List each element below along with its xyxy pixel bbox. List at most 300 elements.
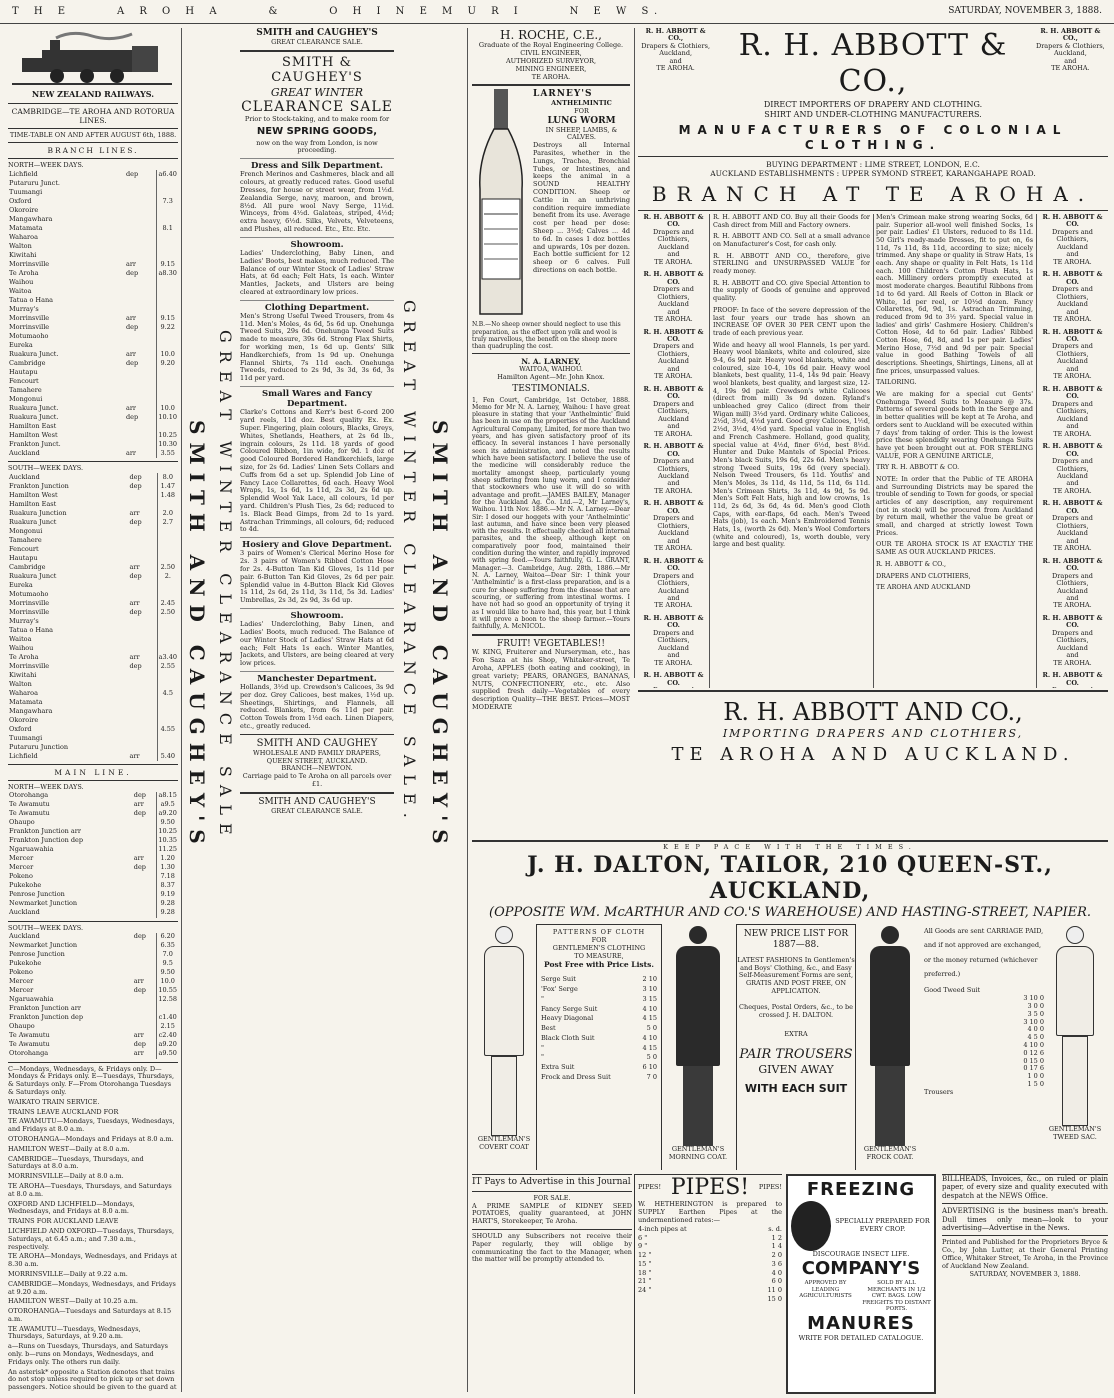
pipe-price: 3 6 [771,1259,782,1268]
arr-dep [129,743,158,752]
smith-column [240,28,394,1392]
arr-dep [133,837,157,846]
abbott-side-line: Drapers and Clothiers, [1052,457,1093,473]
pipe-price: 4 0 [771,1268,782,1277]
arr-dep [133,873,157,882]
price-row [541,1014,657,1024]
station-name: Tuumangi [9,188,43,196]
time-value: 7.18 [157,873,178,882]
arr-dep [129,707,158,716]
company: COMPANY'S [801,1258,921,1280]
arr-dep [125,224,157,233]
timetable-row [8,395,178,404]
frock-coat-caption: GENTLEMAN'S FROCK COAT. [863,1145,917,1161]
abbott-side-line: Drapers and Clothiers, [1052,571,1093,588]
railway-notice: TIME-TABLE ON AND AFTER AUGUST 6th, 1888. [9,130,177,139]
time-value: 7.3 [157,197,178,206]
dalton-cheques: Cheques, Postal Orders, &c., to be crossed J. H. DALTON. [739,1002,853,1019]
abbott-side-line: TE AROHA. [1053,658,1092,667]
smith-section-text: Ladies' Underclothing, Baby Linen, and Ladies' Boots, much reduced. The Balance of our Winter Stock of Ladies' Straw Hats at 6d each; Felt Hats 1s each. Winter Mantles, Jackets, and Ulsters, are being cleared at very low prices. [240,620,394,668]
time-value: 8.37 [157,882,178,891]
abbott-side-line: and [1066,250,1079,259]
price-item: Best [541,1024,556,1033]
abbott-side-line: R. H. ABBOTT & CO. [1042,442,1103,458]
timetable-row [8,509,178,518]
station-name: Otorohanga [9,1049,49,1058]
station-name: Te Awamutu [9,1040,50,1049]
time-value: a8.30 [158,269,177,277]
printed: Printed and Published for the Proprietors Bryce & Co., by John Lutter, at their General Printing Office, Whitaker Street, Te Aroha, in the Province of Auckland New Zealand. [942,1238,1108,1270]
timetable-row [8,1023,178,1032]
station-name: Frankton Junction [9,481,69,490]
abbott-side-line: Drapers and Clothiers, [1052,514,1093,530]
arr-dep: arr [129,508,140,517]
timetable-row [8,590,178,599]
time-value [157,617,178,626]
arr-dep: arr [125,260,137,268]
station-name: Ruakura Junct [9,517,57,526]
time-value: 5.40 [157,752,178,761]
sold: SOLD BY ALL MERCHANTS IN 1/2 CWT. BAGS. LOW FREIGHTS TO DISTANT PORTS. [862,1279,931,1313]
abbott-side-line: Drapers and Clothiers, [653,457,694,473]
timetable-row [8,969,178,978]
timetable-row [8,179,178,188]
abbott-side-line: Drapers and Clothiers, [653,399,694,416]
roche-line2: CIVIL ENGINEER, [520,49,582,58]
station-name: Morrinsville [9,260,50,268]
arr-dep [125,431,157,440]
tweed-price: 1 5 0 [1027,1079,1044,1088]
smith-great: GREAT WINTER [270,85,364,99]
arr-dep [125,206,157,215]
pipes-text: W. HETHERINGTON is prepared to SUPPLY Earthen Pipes at the undermentioned rates:— [638,1200,782,1224]
timetable-row [8,242,178,251]
pipe-price: 6 0 [771,1277,782,1286]
abbott-side-line: TE AROHA. [1053,315,1092,324]
time-value [157,680,178,689]
timetable-row [8,1050,178,1059]
abbott-side-line: and [1066,536,1079,545]
abbott-small-line: and [669,56,682,65]
pipe-row [638,1234,782,1243]
dalton-ad [472,840,1108,1170]
timetable-row [8,188,178,197]
timetable-row [8,518,178,527]
roche-line5: TE AROHA. [531,72,571,81]
timetable-row [8,305,178,314]
railway-note: OTOROHANGA—Mondays and Fridays at 8.0 a.m. [8,1134,174,1143]
timetable-row [8,224,178,233]
arr-dep: dep [125,359,139,367]
abbott-branch: BRANCH AT TE AROHA. [651,181,1095,206]
timetable-row [8,572,178,581]
larney-place: WAITOA, WAIHOU. [519,365,583,374]
time-value: 1.30 [157,864,178,873]
arr-dep: arr [125,314,137,322]
arr-dep [125,278,157,287]
station-name: Auckland [9,932,40,941]
timetable-row [8,260,178,269]
time-value [157,698,178,707]
railway-note: OXFORD AND LICHFIELD—Mondays, Wednesdays, and Fridays at 8.0 a.m. [8,1199,135,1216]
timetable-row [8,801,178,810]
smith-section-text: 3 pairs of Women's Clerical Merino Hose for 2s. 3 pairs of Women's Ribbed Cotton Hose for 2s. 4-Button Tan Kid Gloves, 1s 11d per pair. 6-Button Tan Kid Gloves, 2s 6d per pair. Splendid value in 4-Button Black Kid Gloves 1s 11d, 2s 6d, 2s 11d, 3s 11d, 5s 3d. Ladies' Umbrellas, 2s 3d, 2s 9d, 3s 6d up. [240,549,394,605]
abbott-small-line: R. H. ABBOTT & CO., [1040,28,1101,43]
abbott-body-col2 [873,214,1033,688]
abbott-side-left [638,214,710,688]
arr-dep [129,617,158,626]
abbott-side-line [1037,687,1108,688]
arr-dep [125,341,157,350]
timetable-row [8,734,178,743]
abbott-paragraph: Men's Crimean make strong wearing Socks, 6d pair. Superior all-wool well finished Socks, 1s per pair. Ladies' £1 Ulsters, reduced to 8s 11d. 50 Girl's ready-made Dresses, fit to put on, 6s 11d, 7s 11d, 8s 11d, according to size; nicely trimmed. Any shape or quality in Straw Hats, 1s each. Any shape or quality in Felt Hats, 1s 11d each. 100 Children's Cotton Plush Hats, 1s each. Millinery orders promptly executed at most moderate charges. Beautiful Ribbons from 1d to 6d yard. All Reels of Cotton in Black or White, 1d per reel, or 10½d dozen. Fancy Collarettes, 6d, 9d, 1s. Astrachan Trimming, reduced from 9d to 3½ yard. Special value in ladies' and girls' Cashmere Hosiery. Children's Cotton Hose, 4d to 6d pair. Ladies' Ribbed Cotton Hose, 6d, 8d, and 1s per pair. Ladies' Merino Hose, 7½d and 9d per pair. Special value in good Bathing Towels of all descriptions. Sheetings, Shirtings, Linens, all at fine prices, unsurpassed values. [876,213,1033,375]
arr-dep [129,581,158,590]
price-item: " [541,1053,544,1062]
should-text: SHOULD any Subscribers not receive their Paper regularly, they will oblige by communicating the fact to the Manager, when the matter will be promptly attended to. [472,1231,632,1264]
time-value: 6.35 [157,942,178,951]
dalton-tweed-prices [924,995,1044,1089]
station-name: Waitoa [9,634,32,643]
pipe-row [638,1225,782,1234]
abbott-small-line: Auckland, [659,49,693,58]
timetable-row [8,837,178,846]
pipe-row [638,1269,782,1278]
timetable-row [8,251,178,260]
station-name: Mongonui [9,526,43,535]
timetable-row [8,545,178,554]
timetable-row [8,828,178,837]
time-value [157,368,178,377]
abbott-small-line: TE AROHA. [1051,64,1090,73]
time-value: 10.25 [158,431,177,439]
price-item: Black Cloth Suit [541,1033,595,1042]
time-value: 3.55 [157,449,178,458]
time-value [157,377,178,386]
timetable-row [8,653,178,662]
abbott-side-line: and [667,651,680,660]
station-name: Waharoa [9,688,38,697]
arr-dep: arr [129,562,140,571]
time-value: 10.0 [157,404,178,413]
masthead-date: SATURDAY, NOVEMBER 3, 1888. [948,6,1102,17]
larney-in: IN SHEEP, LAMBS, & CALVES. [545,125,618,142]
abbott-side-line: Auckland [658,414,689,423]
pays-ad [472,1174,632,1394]
abbott-side-line: Auckland [1057,242,1088,251]
abbott-side-line: Drapers and Clothiers, [1052,399,1093,416]
time-value [157,545,178,554]
abbott-side-line: and [667,364,680,373]
abbott-side-line: Drapers and Clothiers, [1052,227,1093,244]
time-value: a3.40 [158,652,177,661]
write: WRITE FOR DETAILED CATALOGUE. [798,1333,924,1342]
timetable-row [8,527,178,536]
abbott-paragraph: PROOF: In face of the severe depression of the last four years our trade has shown an INCREASE OF OVER 30 PER CENT upon the trade of each previous year. [713,305,870,337]
manures: MANURES [807,1312,915,1334]
arr-dep [129,725,158,734]
time-value: 1.47 [157,482,178,491]
abbott-side-block [638,271,709,323]
smith-intro: Prior to Stock-taking, and to make room for [244,114,390,123]
arr-dep: arr [133,977,144,986]
approved: APPROVED BY LEADING AGRICULTURISTS [799,1279,852,1300]
dalton-extra: EXTRA [784,1030,808,1039]
smith-address: QUEEN STREET, AUCKLAND. [266,756,368,765]
price-row [541,1005,657,1015]
dalton-new: NEW PRICE LIST FOR 1887—88. [743,929,849,950]
tweed-price: 0 17 6 [1023,1064,1044,1073]
time-value: 7.0 [157,951,178,960]
railway-note: An asterisk* opposite a Station denotes that trains do not stop unless required to pick up or set down passengers. Notice should be given to the guard at [8,1367,177,1392]
station-name: Frankton Junct. [9,440,61,448]
dalton-gentlemen: GENTLEMEN'S CLOTHING [552,943,646,952]
abbott-side-block [1037,386,1108,438]
timetable-row [8,960,178,969]
arr-dep [125,440,157,449]
station-name: Oxford [9,724,32,733]
pays-text: IT Pays to Advertise in this Journal [472,1177,631,1187]
time-value [157,716,178,725]
pipe-row [638,1295,782,1304]
timetable-row [8,422,178,431]
roche-line4: MINING ENGINEER, [515,64,587,73]
abbott-side-line: R. H. ABBOTT & CO. [643,556,704,573]
abbott-small-line: and [1064,56,1077,65]
station-name: Hautapu [9,553,38,562]
price-row [541,985,657,995]
abbott-side-line: Drapers and Clothiers, [653,628,694,645]
railway-note: TE AROHA—Mondays, Wednesdays, and Fridays at 8.30 a.m. [8,1252,178,1269]
larney-lung: LUNG WORM [547,115,616,126]
abbott-side-line: and [1066,422,1079,431]
larney-agent: Hamilton Agent—Mr. John Knox. [497,372,605,381]
arr-dep [133,1023,157,1032]
pipes-right: PIPES! [758,1183,782,1192]
price-value: 3 10 [642,985,657,994]
timetable-row [8,608,178,617]
abbott-side-block [638,214,709,266]
time-value: 9.50 [157,969,178,978]
tweed-price: 0 15 0 [1023,1056,1044,1065]
covert-coat-caption: GENTLEMAN'S COVERT COAT [477,1135,531,1151]
tweed-price: 1 0 0 [1027,1072,1044,1081]
tweed-price: 4 10 0 [1023,1040,1044,1049]
dalton-for: FOR [591,935,607,944]
time-value: c1.40 [158,1013,177,1022]
dalton-given: GIVEN AWAY [758,1062,834,1076]
station-name: Motumaoho [9,589,49,598]
arr-dep: dep [133,932,146,941]
arr-dep: dep [125,269,139,277]
abbott-side-line: R. H. ABBOTT & CO. [643,327,704,343]
arr-dep [125,215,157,224]
abbott-paragraph: We are making for a special cut Gents' Onehunga Tweed Suits to Measure @ 37s. Patterns of several goods both in the Serge and in better qualities will be kept at Te Aroha, and orders sent to Auckland will be executed within 7 days' from taking of order. This is the lowest price these splendidly wearing Onehunga Suits have yet been brought out at. FOR STERLING VALUE, FOR A GENUINE ARTICLE, [876,390,1033,460]
time-value [157,287,178,296]
arr-dep [125,386,157,395]
abbott-ad [638,28,1108,688]
station-name: Te Awamutu [9,800,50,809]
arr-dep [125,188,157,197]
abbott-side-line: Auckland [658,242,689,251]
abbott-side-line: Drapers and Clothiers, [1052,628,1093,645]
station-name: Mangawhara [9,706,53,715]
smith-section-heading: Showroom. [240,608,394,621]
station-name: Otorohanga [9,791,49,800]
smith-vertical-sale-2: GREAT WINTER CLEARANCE SALE. [400,300,420,826]
railway-note: TE AWAMUTU—Tuesdays, Wednesdays, Thursdays, Saturdays, at 9.20 a.m. [8,1324,141,1341]
roche-line3: AUTHORIZED SURVEYOR, [505,56,597,65]
price-value: 2 10 [642,975,657,984]
station-name: Tamahere [9,535,42,544]
arr-dep [129,635,158,644]
station-name: Walton [9,242,32,250]
timetable-row [8,900,178,909]
timetable-row [8,671,178,680]
station-name: Ruakura Junct. [9,404,59,412]
price-row [541,1044,657,1054]
abbott-small-line: R. H. ABBOTT & CO., [645,28,706,43]
timetable-row [8,987,178,996]
station-name: Mercer [9,854,34,863]
abbott-side-line: TE AROHA. [654,544,693,553]
arr-dep: dep [133,1040,146,1049]
timetable-row [8,500,178,509]
billheads: BILLHEADS, Invoices, &c., on ruled or plain paper, of every size and quality executed with despatch at the NEWS Office. [942,1175,1108,1200]
timetable-row [8,716,178,725]
abbott-block-title: R. H. ABBOTT AND CO., [723,698,1023,726]
station-name: Newmarket Junction [9,941,78,950]
tweed-price: 3 5 0 [1027,1009,1044,1018]
station-name: Putaruru Junct. [9,179,60,187]
station-name: Hamilton East [9,422,57,430]
pipes-ad [634,1174,782,1394]
timetable-row [8,269,178,278]
timetable-row [8,644,178,653]
arr-dep [129,671,158,680]
fruit-title: FRUIT! VEGETABLES!! [496,638,606,649]
time-value: 9.15 [157,260,178,269]
pipe-price: 1 2 [771,1233,782,1242]
abbott-paragraph: OUR TE AROHA STOCK IS AT EXACTLY THE SAME AS OUR AUCKLAND PRICES. [876,540,1033,557]
smith-section-text: Clarke's Cottons and Kerr's best 6-cord 200 yard reels, 11d doz. Best quality Ex. Ex. Super. Fingering, plain colours, Blacks, Greys, Whites, Shetlands, Heathers, at 2s 6d lb., ingrain colours, 2s 11d. 18 yards of good Coloured Ribbon, 1in wide, for 9d. 1 doz of good Coloured Bordered Handkerchiefs, large size, for 2s 6d. Ladies' Linen Sets Collars and Cuffs from 6d a set up. Splendid Job Line of Fancy Lace Collarettes, 6d each. Heavy Wool Wraps, 1s, 1s 6d, 1s 11d, 2s 3d, 2s 6d up. Splendid Wool Yak Lace, all colours, 1d per yard. Children's Plush Ties, 2s 6d; reduced to 1s. Black Bead Gimps, from 2d to 1s yard. Astrachan Trimmings, all colours, 6d; reduced to 4d. [240,408,394,534]
abbott-right-small [1033,28,1108,73]
advertising: ADVERTISING is the business man's breath. Dull times only mean—look to your advertising—Advertise in the News. [942,1207,1108,1232]
dalton-tweed: Good Tweed Suit [924,986,981,995]
abbott-side-block [1037,214,1108,266]
timetable-row [8,626,178,635]
time-value: 1.20 [157,855,178,864]
abbott-direct: DIRECT IMPORTERS OF DRAPERY AND CLOTHING. [763,100,983,109]
timetable-row [8,635,178,644]
abbott-side-line: TE AROHA. [654,486,693,495]
railway-column [8,28,178,1392]
arr-dep [133,969,157,978]
abbott-side-line: Auckland [1057,471,1088,480]
timetable-row [8,996,178,1005]
abbott-side-line: TE AROHA. [654,315,693,324]
price-row [541,1073,657,1083]
arr-dep [129,716,158,725]
price-item: Heavy Diagonal [541,1014,594,1023]
main-south-timetable [8,933,178,1059]
station-name: Walton [9,679,32,688]
time-value [157,386,178,395]
price-value: 4 15 [642,1043,657,1052]
time-value [157,626,178,635]
pipe-row [638,1251,782,1260]
station-name: Cambridge [9,562,46,571]
arr-dep: dep [129,481,142,490]
price-value: 6 10 [642,1063,657,1072]
dalton-goods-box [924,924,1044,1170]
station-name: Waitoa [9,287,32,295]
abbott-side-block [1037,329,1108,381]
price-value: 3 15 [642,994,657,1003]
smith-section-text: Men's Strong Useful Tweed Trousers, from 4s 11d. Men's Moles, 4s 6d, 5s 6d up. Onehunga Tweed Suits, 29s 6d. Onehunga Tweed Suits made to measure, 39s 6d. Strong Flax Shirts, for working men, 1s 6d up. Gents' Silk Handkerchiefs, from 1s 9d up. Onehunga Flannel Shirts, 7s 11d each. Onehunga Tweeds, reduced to 2s 9d, 3s 3d, 3s 6d, 3s 11d per yard. [240,311,394,383]
tweed-price: 4 0 0 [1027,1025,1044,1034]
railway-note: C—Mondays, Wednesdays, & Fridays only. D—Mondays & Fridays only. E—Tuesdays, Thursdays, & Saturdays only. F—From Otorohanga Tuesdays & Saturdays only. [8,1064,175,1096]
smith-section-text: Ladies' Underclothing, Baby Linen, and Ladies' Boots, best makes, much reduced. The Balance of our Winter Stock of Ladies' Straw Hats, at 6d each; Felt Hats, 1s each. Winter Mantles, Jackets, and Ulsters are being cleared at extraordinary low prices. [240,248,394,296]
timetable-row [8,725,178,734]
manure-seal-icon [791,1201,831,1251]
time-value: a9.20 [158,809,177,818]
tweed-price: 4 5 0 [1027,1033,1044,1042]
station-name: Kiwitahi [9,251,37,259]
abbott-side-line: TE AROHA. [1053,544,1092,553]
arr-dep [129,545,158,554]
arr-dep: dep [125,323,139,331]
time-value [157,500,178,509]
time-value [157,707,178,716]
pipes-left: PIPES! [638,1183,662,1192]
price-value: 7 0 [646,1072,657,1081]
arr-dep: dep [133,986,146,995]
station-name: Penrose Junction [9,890,65,899]
abbott-side-line: Auckland [658,529,689,538]
abbott-paragraph: TRY R. H. ABBOTT & CO. [876,463,960,472]
arr-dep [125,422,157,431]
smith-section-heading: Dress and Silk Department. [240,158,394,171]
dalton-sub: (OPPOSITE WM. McARTHUR AND CO.'S WAREHOUSE) AND HASTING-STREET, NAPIER. [489,904,1091,920]
railway-note: TRAINS FOR AUCKLAND LEAVE [8,1217,119,1226]
station-name: Lichfield [9,751,38,760]
dalton-measure: TO MEASURE, [574,951,624,960]
tweed-price: 3 10 0 [1023,994,1044,1003]
station-name: Mercer [9,986,34,995]
station-name: Waihou [9,643,34,652]
timetable-row [8,377,178,386]
time-value: 11.25 [158,845,177,854]
arr-dep: dep [133,809,146,818]
railway-note: MORRINSVILLE—Daily at 8.0 a.m. [8,1172,124,1181]
price-value: 4 15 [642,1014,657,1023]
dalton-price-list [537,975,661,1082]
dalton-with: WITH EACH SUIT [744,1081,848,1095]
time-value [157,395,178,404]
abbott-paragraph: DRAPERS AND CLOTHIERS, [876,571,971,580]
station-name: Oxford [9,197,32,205]
arr-dep [125,251,157,260]
abbott-side-line: Auckland [1057,586,1088,595]
abbott-side-line: TE AROHA. [1053,372,1092,381]
dalton-pair: PAIR TROUSERS [739,1047,853,1063]
abbott-paragraph: R. H. ABBOTT and CO. give Special Attention to the supply of Goods of genuine and approved quality. [713,278,870,303]
time-value: 4.5 [157,689,178,698]
timetable-row [8,341,178,350]
abbott-side-block [638,500,709,552]
station-name: Frankton Junction dep [9,836,84,845]
abbott-side-block [1037,443,1108,495]
